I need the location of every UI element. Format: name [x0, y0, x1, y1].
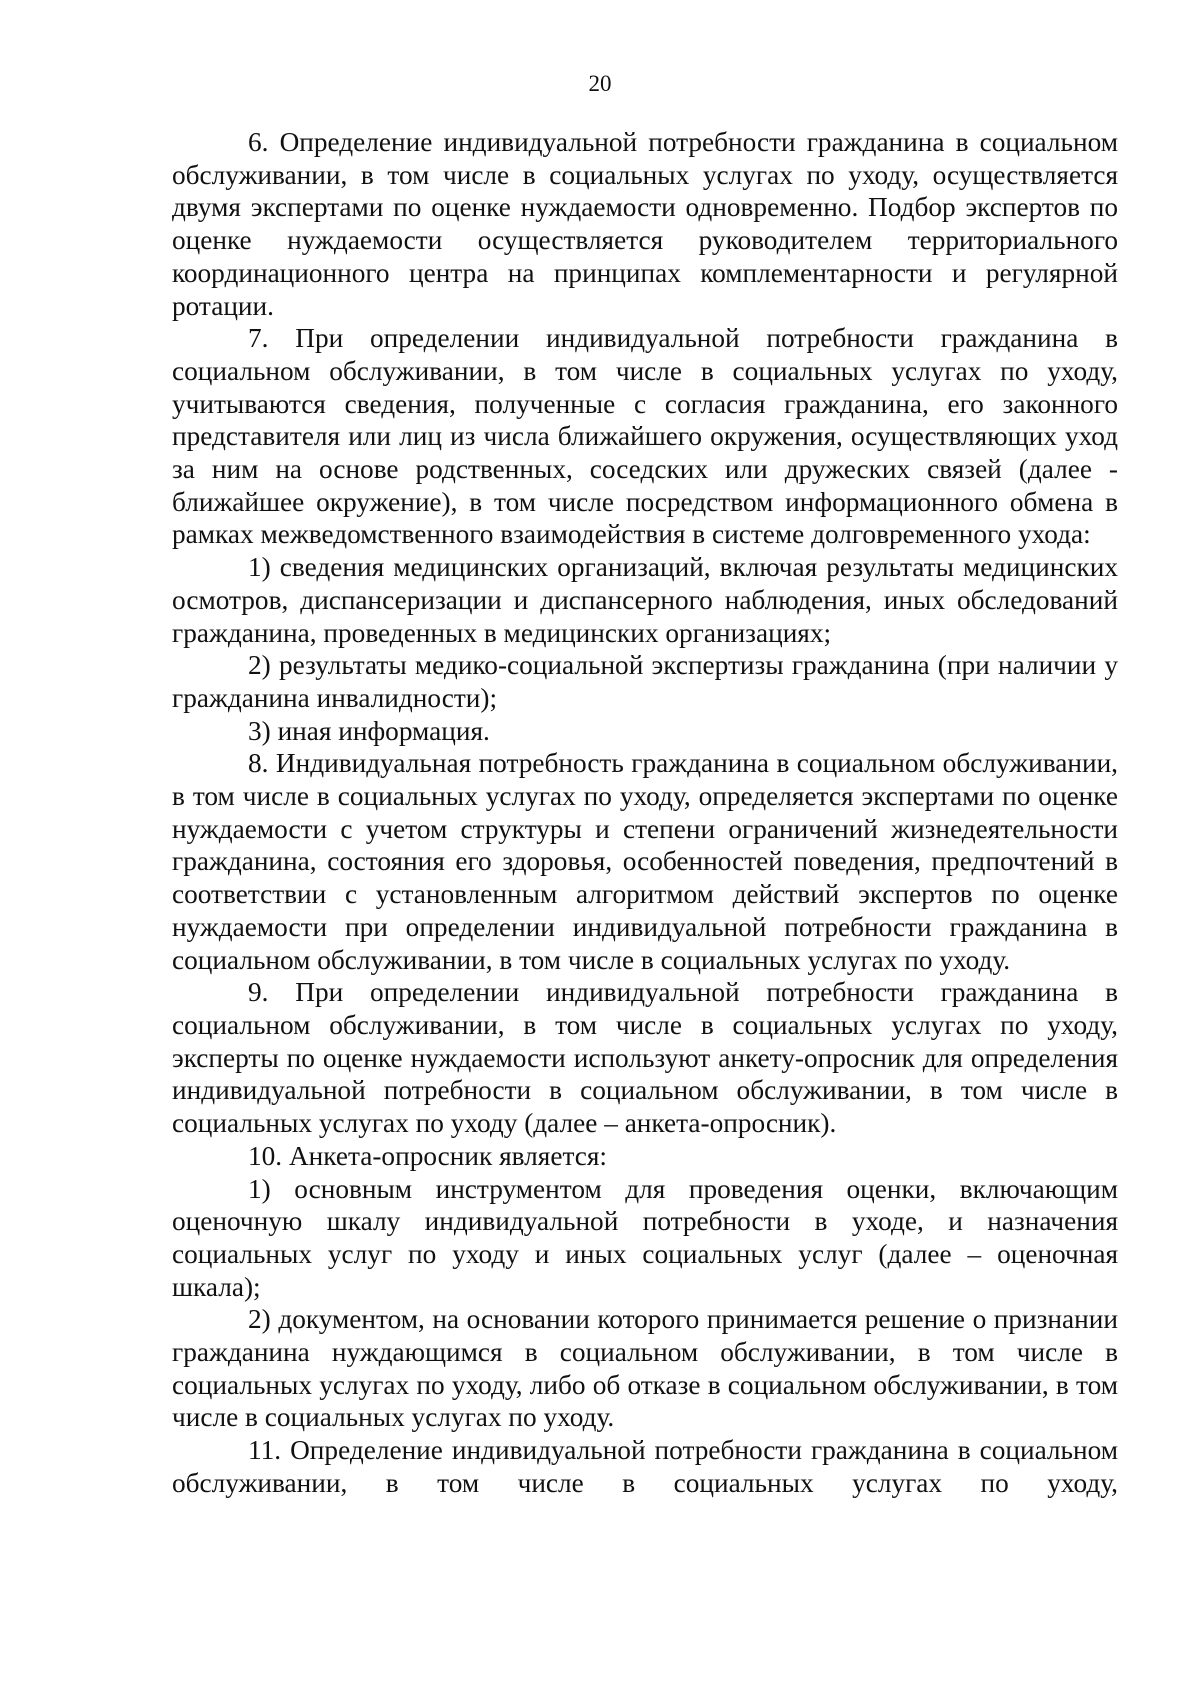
paragraph-7: 7. При определении индивидуальной потребности гражданина в социальном обслуживании, в том числе в социальных услугах по уходу, учитываются сведения, полученные с согласия гражданина, его законного представителя или лиц из числа ближайшего окружения, осуществляющих уход за ним на основе родственных, соседских или дружеских связей (далее - ближайшее окружение), в том числе посредством информационного обмена в рамках межведомственного взаимодействия в системе долговременного ухода:: [172, 323, 1118, 550]
paragraph-7-item-2: 2) результаты медико-социальной экспертизы гражданина (при наличии у гражданина инвалидности);: [172, 650, 1118, 713]
paragraph-9: 9. При определении индивидуальной потребности гражданина в социальном обслуживании, в том числе в социальных услугах по уходу, эксперты по оценке нуждаемости используют анкету-опросник для определения индивидуальной потребности в социальном обслуживании, в том числе в социальных услугах по уходу (далее – анкета-опросник).: [172, 977, 1118, 1139]
paragraph-6: 6. Определение индивидуальной потребности гражданина в социальном обслуживании, в том числе в социальных услугах по уходу, осуществляется двумя экспертами по оценке нуждаемости одновременно. Подбор экспертов по оценке нуждаемости осуществляется руководителем территориального координационного центра на принципах комплементарности и регулярной ротации.: [172, 127, 1118, 321]
paragraph-10-item-2: 2) документом, на основании которого принимается решение о признании гражданина нуждающимся в социальном обслуживании, в том числе в социальных услугах по уходу, либо об отказе в социальном обслуживании, в том числе в социальных услугах по уходу.: [172, 1304, 1118, 1433]
paragraph-11: 11. Определение индивидуальной потребности гражданина в социальном обслуживании, в том числе в социальных услугах по уходу,: [172, 1435, 1118, 1498]
paragraph-8: 8. Индивидуальная потребность гражданина в социальном обслуживании, в том числе в социальных услугах по уходу, определяется экспертами по оценке нуждаемости с учетом структуры и степени ограничений жизнедеятельности гражданина, состояния его здоровья, особенностей поведения, предпочтений в соответствии с установленным алгоритмом действий экспертов по оценке нуждаемости при определении индивидуальной потребности гражданина в социальном обслуживании, в том числе в социальных услугах по уходу.: [172, 748, 1118, 975]
paragraph-10: 10. Анкета-опросник является:: [248, 1140, 607, 1171]
page-number: 20: [588, 71, 612, 96]
document-body: [172, 126, 1118, 1500]
paragraph-10-item-1: 1) основным инструментом для проведения оценки, включающим оценочную шкалу индивидуальной потребности в уходе, и назначения социальных услуг по уходу и иных социальных услуг (далее – оценочная шкала);: [172, 1173, 1118, 1302]
paragraph-7-item-1: 1) сведения медицинских организаций, включая результаты медицинских осмотров, диспансеризации и диспансерного наблюдения, иных обследований гражданина, проведенных в медицинских организациях;: [172, 552, 1118, 648]
paragraph-7-item-3: 3) иная информация.: [248, 715, 490, 746]
